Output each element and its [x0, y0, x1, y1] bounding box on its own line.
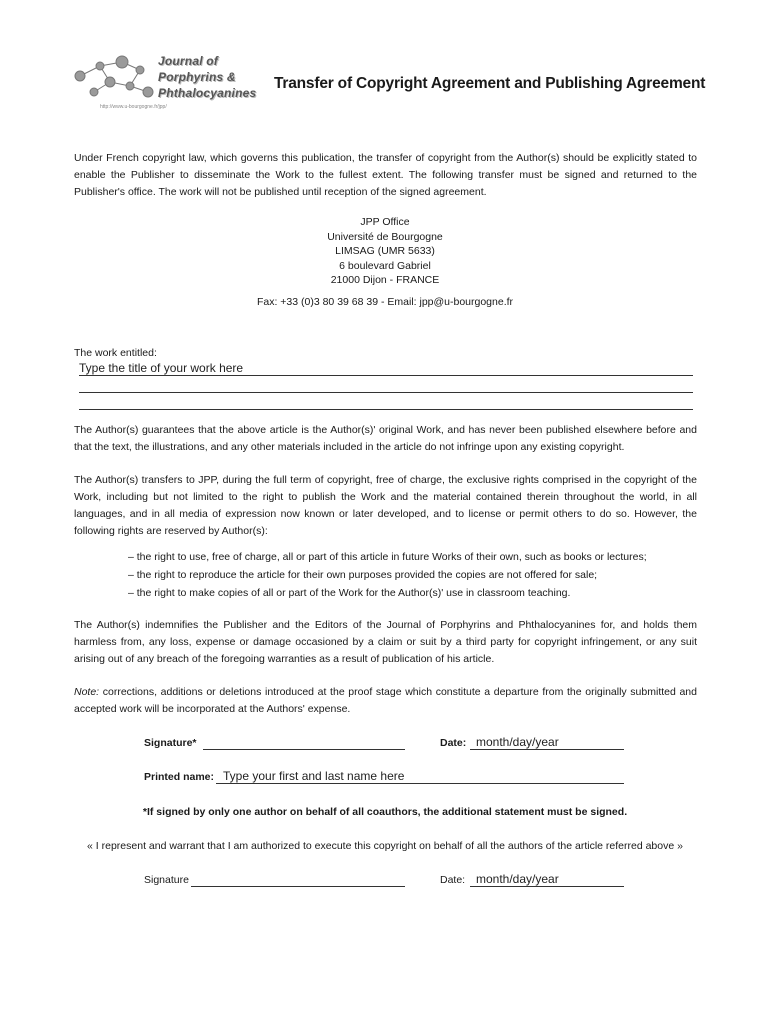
logo-line-1: Journal of	[158, 54, 219, 68]
date-field[interactable]: month/day/year	[476, 735, 559, 749]
molecule-icon	[70, 48, 170, 108]
work-title-line-3[interactable]	[79, 395, 693, 410]
second-signature-label: Signature	[144, 874, 189, 886]
warranty-statement: « I represent and warrant that I am authorized to execute this copyright on behalf of all the authors of the article referred above »	[87, 840, 683, 852]
address-line: 21000 Dijon - FRANCE	[330, 274, 440, 287]
address-line: Université de Bourgogne	[327, 230, 443, 243]
document-title: Transfer of Copyright Agreement and Publishing Agreement	[274, 75, 706, 92]
list-item: – the right to make copies of all or part of the Work for the Author(s)' use in classroom teaching.	[128, 587, 571, 599]
list-item: – the right to reproduce the article for their own purposes provided the copies are not offered for sale;	[128, 569, 598, 581]
date-label: Date:	[440, 737, 467, 749]
printed-name-label: Printed name:	[144, 771, 215, 783]
second-signature-field[interactable]	[191, 874, 405, 887]
signature-label: Signature*	[144, 737, 197, 749]
office-address	[0, 215, 770, 288]
indemnify-paragraph: The Author(s) indemnifies the Publisher and the Editors of the Journal of Porphyrins and Phthalocyanines for, and holds them harmless from, any loss, expense or damage occasioned by a claim or suit by a third party for copyright infringement, or any suit arising out of any breach of the foregoing warranties as a result of publication of his article.	[74, 619, 697, 665]
transfer-paragraph: The Author(s) transfers to JPP, during the full term of copyright, free of charge, the exclusive rights comprised in the copyright of the Work, including but not limited to the right to publish the Work and the material contained therein throughout the world, in all languages, and in all media of expression now known or later developed, and to license or permit others to do so. However, the following rights are reserved by Author(s):	[74, 474, 697, 537]
list-item: – the right to use, free of charge, all or part of this article in future Works of their own, such as books or lectures;	[128, 551, 647, 563]
second-date-field[interactable]: month/day/year	[476, 872, 559, 886]
work-entitled-label: The work entitled:	[74, 347, 157, 359]
intro-paragraph: Under French copyright law, which governs this publication, the transfer of copyright from the Author(s) should be explicitly stated to enable the Publisher to disseminate the Work to the fullest extent. The following transfer must be signed and returned to the Publisher's office. The work will not be published until reception of the signed agreement.	[74, 152, 697, 198]
logo-line-2: Porphyrins &	[158, 70, 236, 84]
note-label: Note:	[74, 686, 100, 698]
address-line: JPP Office	[360, 216, 410, 228]
journal-logo	[70, 48, 260, 112]
logo-line-3: Phthalocyanines	[158, 86, 257, 100]
logo-url: http://www.u-bourgogne.fr/jpp/	[100, 104, 167, 110]
second-date-label: Date:	[440, 874, 466, 886]
note-text: corrections, additions or deletions introduced at the proof stage which constitute a departure from the originally submitted and accepted work will be incorporated at the Authors' expense.	[74, 686, 697, 715]
address-line: 6 boulevard Gabriel	[339, 259, 431, 272]
coauthor-note: *If signed by only one author on behalf of all coauthors, the additional statement must be signed.	[142, 806, 628, 818]
printed-name-field[interactable]: Type your first and last name here	[223, 769, 405, 783]
note-paragraph	[74, 684, 697, 718]
guarantee-paragraph: The Author(s) guarantees that the above article is the Author(s)' original Work, and has never been published elsewhere before and that the text, the illustrations, and any other materials included in the article do not infringe upon any existing copyright.	[74, 424, 697, 453]
address-line: LIMSAG (UMR 5633)	[335, 245, 435, 258]
contact-info: Fax: +33 (0)3 80 39 68 39 - Email: jpp@u-bourgogne.fr	[256, 296, 514, 308]
work-title-line-2[interactable]	[79, 378, 693, 393]
signature-field[interactable]	[203, 737, 405, 750]
reserved-rights-list	[128, 548, 647, 602]
work-title-field[interactable]: Type the title of your work here	[79, 361, 244, 375]
